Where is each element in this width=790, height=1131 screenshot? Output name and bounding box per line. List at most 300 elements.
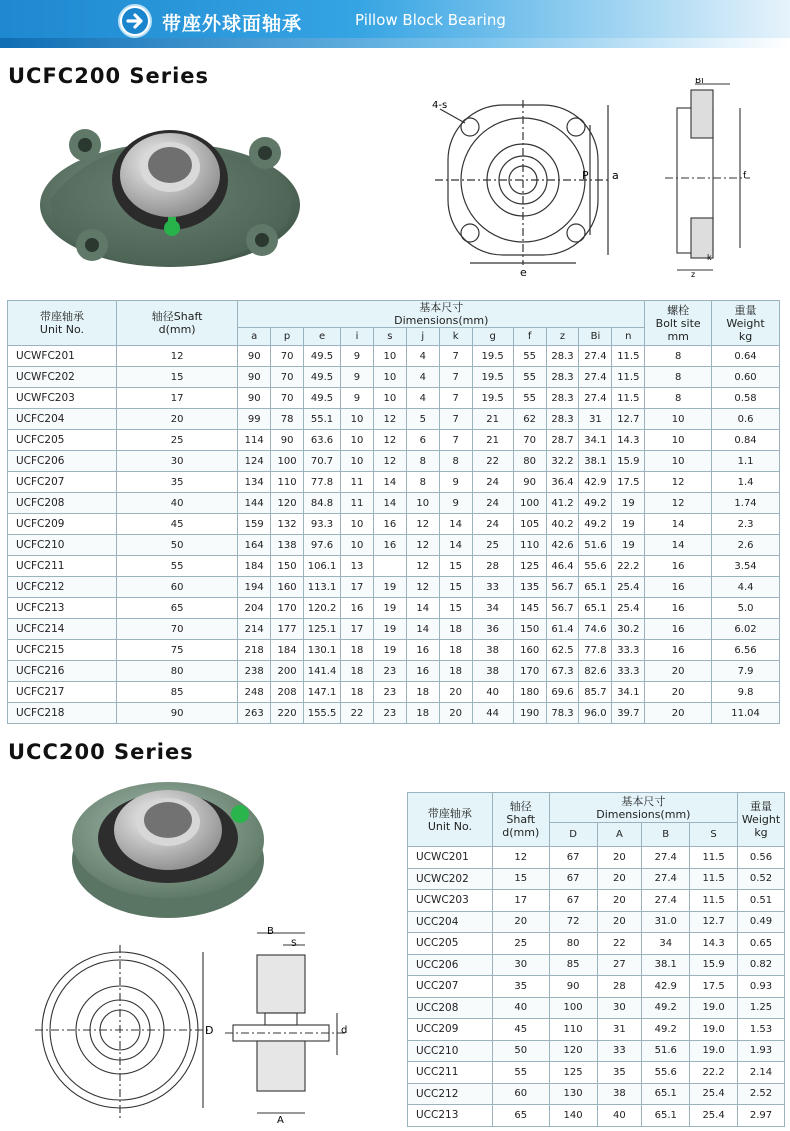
value-cell: 17 <box>341 619 374 640</box>
value-cell: 0.56 <box>738 847 785 869</box>
value-cell: 7 <box>439 409 472 430</box>
unit-no-cell: UCWC201 <box>408 847 493 869</box>
value-cell: 34.1 <box>579 430 612 451</box>
value-cell: 25.4 <box>690 1105 738 1127</box>
unit-no-cell: UCWFC203 <box>8 388 117 409</box>
value-cell: 40 <box>472 682 513 703</box>
value-cell: 14.3 <box>612 430 645 451</box>
value-cell: 60 <box>492 1083 549 1105</box>
value-cell: 38.1 <box>579 451 612 472</box>
value-cell: 27.4 <box>579 367 612 388</box>
value-cell: 28.7 <box>546 430 579 451</box>
value-cell: 190 <box>513 703 546 724</box>
value-cell: 155.5 <box>304 703 341 724</box>
header-dimensions: 基本尺寸 Dimensions(mm) <box>238 301 645 328</box>
value-cell: 80 <box>513 451 546 472</box>
ucfc-label-bi: Bi <box>695 78 704 86</box>
value-cell: 18 <box>341 682 374 703</box>
value-cell: 25 <box>116 430 237 451</box>
value-cell: 24 <box>472 472 513 493</box>
value-cell: 1.93 <box>738 1040 785 1062</box>
value-cell: 16 <box>373 514 406 535</box>
ucfc-series-title: UCFC200 Series <box>8 64 210 88</box>
value-cell: 3.54 <box>712 556 780 577</box>
value-cell: 25.4 <box>690 1083 738 1105</box>
value-cell: 42.9 <box>642 976 690 998</box>
value-cell: 28.3 <box>546 346 579 367</box>
value-cell: 97.6 <box>304 535 341 556</box>
value-cell: 19.0 <box>690 1040 738 1062</box>
value-cell: 9 <box>341 346 374 367</box>
value-cell: 70 <box>271 346 304 367</box>
value-cell: 9.8 <box>712 682 780 703</box>
table-row <box>408 997 785 1019</box>
value-cell: 20 <box>597 911 642 933</box>
value-cell: 12 <box>406 577 439 598</box>
value-cell: 10 <box>341 430 374 451</box>
value-cell: 10 <box>645 409 712 430</box>
ucfc-col-header: i <box>341 328 374 346</box>
value-cell: 18 <box>439 640 472 661</box>
unit-no-cell: UCWFC201 <box>8 346 117 367</box>
value-cell: 62 <box>513 409 546 430</box>
value-cell: 78 <box>271 409 304 430</box>
value-cell: 135 <box>513 577 546 598</box>
value-cell: 9 <box>439 472 472 493</box>
value-cell: 20 <box>597 868 642 890</box>
value-cell: 24 <box>472 514 513 535</box>
value-cell: 19 <box>612 535 645 556</box>
value-cell: 1.25 <box>738 997 785 1019</box>
unit-no-cell: UCC213 <box>408 1105 493 1127</box>
value-cell: 13 <box>341 556 374 577</box>
ucc-series-title: UCC200 Series <box>8 740 194 764</box>
ucfc-col-header: Bi <box>579 328 612 346</box>
value-cell: 33 <box>472 577 513 598</box>
value-cell: 10 <box>406 493 439 514</box>
value-cell: 11.5 <box>690 890 738 912</box>
value-cell: 7 <box>439 388 472 409</box>
unit-no-cell: UCFC213 <box>8 598 117 619</box>
unit-no-cell: UCC206 <box>408 954 493 976</box>
unit-no-cell: UCC207 <box>408 976 493 998</box>
value-cell: 65.1 <box>642 1105 690 1127</box>
value-cell: 11.5 <box>612 367 645 388</box>
value-cell: 44 <box>472 703 513 724</box>
value-cell: 14 <box>373 472 406 493</box>
value-cell: 2.97 <box>738 1105 785 1127</box>
value-cell: 25.4 <box>612 577 645 598</box>
value-cell: 113.1 <box>304 577 341 598</box>
value-cell: 15 <box>439 598 472 619</box>
value-cell: 11.5 <box>612 346 645 367</box>
value-cell: 159 <box>238 514 271 535</box>
value-cell: 14.3 <box>690 933 738 955</box>
value-cell: 2.3 <box>712 514 780 535</box>
value-cell: 38 <box>472 640 513 661</box>
unit-no-cell: UCFC211 <box>8 556 117 577</box>
ucc-header-dimensions: 基本尺寸 Dimensions(mm) <box>549 793 737 823</box>
value-cell: 49.5 <box>304 367 341 388</box>
value-cell: 0.52 <box>738 868 785 890</box>
table-row <box>408 847 785 869</box>
value-cell: 208 <box>271 682 304 703</box>
value-cell: 125 <box>549 1062 597 1084</box>
value-cell: 19.0 <box>690 997 738 1019</box>
value-cell: 19.0 <box>690 1019 738 1041</box>
value-cell: 14 <box>439 535 472 556</box>
ucfc-col-header: a <box>238 328 271 346</box>
value-cell: 238 <box>238 661 271 682</box>
value-cell: 4.4 <box>712 577 780 598</box>
value-cell: 194 <box>238 577 271 598</box>
value-cell: 36.4 <box>546 472 579 493</box>
unit-no-cell: UCFC210 <box>8 535 117 556</box>
value-cell: 17 <box>116 388 237 409</box>
value-cell: 51.6 <box>642 1040 690 1062</box>
ucc-col-header: D <box>549 823 597 847</box>
value-cell: 85 <box>549 954 597 976</box>
value-cell: 17 <box>492 890 549 912</box>
value-cell: 17.5 <box>690 976 738 998</box>
unit-no-cell: UCC208 <box>408 997 493 1019</box>
value-cell: 22 <box>472 451 513 472</box>
table-row <box>8 430 780 451</box>
ucc-label-d-big: D <box>205 1024 214 1037</box>
value-cell: 49.2 <box>642 997 690 1019</box>
value-cell: 214 <box>238 619 271 640</box>
unit-no-cell: UCC210 <box>408 1040 493 1062</box>
value-cell: 0.93 <box>738 976 785 998</box>
ucc-header-weight: 重量 Weight kg <box>738 793 785 847</box>
table-row <box>8 346 780 367</box>
value-cell: 16 <box>645 619 712 640</box>
ucfc-label-p: P <box>582 169 589 182</box>
value-cell: 46.4 <box>546 556 579 577</box>
value-cell: 55.1 <box>304 409 341 430</box>
value-cell: 85.7 <box>579 682 612 703</box>
value-cell: 184 <box>271 640 304 661</box>
ucc-header-unit-no: 带座轴承 Unit No. <box>408 793 493 847</box>
ucfc-col-header: e <box>304 328 341 346</box>
value-cell: 27.4 <box>642 868 690 890</box>
value-cell: 56.7 <box>546 598 579 619</box>
value-cell: 22.2 <box>612 556 645 577</box>
table-row <box>8 661 780 682</box>
value-cell: 0.6 <box>712 409 780 430</box>
ucfc-front-view-drawing <box>430 95 630 284</box>
table-row <box>8 388 780 409</box>
value-cell: 10 <box>645 430 712 451</box>
value-cell: 27.4 <box>579 388 612 409</box>
value-cell: 65.1 <box>642 1083 690 1105</box>
value-cell: 20 <box>492 911 549 933</box>
unit-no-cell: UCC212 <box>408 1083 493 1105</box>
value-cell: 69.6 <box>546 682 579 703</box>
value-cell: 28 <box>472 556 513 577</box>
unit-no-cell: UCFC209 <box>8 514 117 535</box>
value-cell: 96.0 <box>579 703 612 724</box>
table-row <box>8 472 780 493</box>
value-cell: 40 <box>116 493 237 514</box>
ucc-label-a: A <box>277 1115 284 1125</box>
value-cell: 20 <box>116 409 237 430</box>
value-cell: 11.5 <box>612 388 645 409</box>
value-cell: 120.2 <box>304 598 341 619</box>
value-cell: 4 <box>406 388 439 409</box>
banner-title-cn: 带座外球面轴承 <box>162 13 303 35</box>
ucc-header-shaft: 轴径 Shaft d(mm) <box>492 793 549 847</box>
value-cell: 32.2 <box>546 451 579 472</box>
value-cell: 19.5 <box>472 388 513 409</box>
value-cell: 15 <box>439 556 472 577</box>
value-cell: 184 <box>238 556 271 577</box>
unit-no-cell: UCC211 <box>408 1062 493 1084</box>
table-row <box>8 682 780 703</box>
value-cell: 30.2 <box>612 619 645 640</box>
value-cell: 100 <box>549 997 597 1019</box>
value-cell: 38.1 <box>642 954 690 976</box>
value-cell: 14 <box>406 598 439 619</box>
value-cell: 30 <box>492 954 549 976</box>
value-cell: 160 <box>271 577 304 598</box>
value-cell: 56.7 <box>546 577 579 598</box>
value-cell: 12.7 <box>690 911 738 933</box>
value-cell: 11 <box>341 493 374 514</box>
ucfc-label-k: k <box>707 253 712 262</box>
value-cell: 15 <box>439 577 472 598</box>
table-row <box>8 598 780 619</box>
value-cell: 15 <box>116 367 237 388</box>
value-cell: 16 <box>645 598 712 619</box>
ucc-col-header: S <box>690 823 738 847</box>
value-cell: 28 <box>597 976 642 998</box>
value-cell: 180 <box>513 682 546 703</box>
table-row <box>8 703 780 724</box>
value-cell: 33 <box>597 1040 642 1062</box>
value-cell: 49.2 <box>579 514 612 535</box>
value-cell: 9 <box>341 367 374 388</box>
table-row <box>408 1105 785 1127</box>
value-cell: 22 <box>341 703 374 724</box>
unit-no-cell: UCFC215 <box>8 640 117 661</box>
table-row <box>8 577 780 598</box>
value-cell: 49.2 <box>579 493 612 514</box>
value-cell: 28.3 <box>546 388 579 409</box>
value-cell: 220 <box>271 703 304 724</box>
value-cell: 12 <box>406 514 439 535</box>
value-cell: 38 <box>472 661 513 682</box>
value-cell: 75 <box>116 640 237 661</box>
value-cell: 36 <box>472 619 513 640</box>
value-cell: 18 <box>406 682 439 703</box>
value-cell: 8 <box>439 451 472 472</box>
ucc-label-s: S <box>291 939 297 949</box>
value-cell: 125.1 <box>304 619 341 640</box>
value-cell: 7 <box>439 346 472 367</box>
unit-no-cell: UCFC204 <box>8 409 117 430</box>
ucc-label-b: B <box>267 926 274 937</box>
value-cell: 12 <box>406 556 439 577</box>
value-cell: 35 <box>597 1062 642 1084</box>
value-cell: 28.3 <box>546 367 579 388</box>
table-row <box>408 911 785 933</box>
value-cell: 2.52 <box>738 1083 785 1105</box>
value-cell: 125 <box>513 556 546 577</box>
value-cell: 1.4 <box>712 472 780 493</box>
value-cell: 7 <box>439 367 472 388</box>
value-cell: 0.82 <box>738 954 785 976</box>
value-cell: 19 <box>612 493 645 514</box>
value-cell: 65 <box>116 598 237 619</box>
value-cell: 100 <box>271 451 304 472</box>
value-cell: 99 <box>238 409 271 430</box>
value-cell: 70.7 <box>304 451 341 472</box>
value-cell: 114 <box>238 430 271 451</box>
value-cell: 0.51 <box>738 890 785 912</box>
unit-no-cell: UCWC202 <box>408 868 493 890</box>
value-cell: 130 <box>549 1083 597 1105</box>
table-row <box>408 890 785 912</box>
value-cell: 1.74 <box>712 493 780 514</box>
ucc-col-header: A <box>597 823 642 847</box>
value-cell: 28.3 <box>546 409 579 430</box>
table-row <box>408 868 785 890</box>
value-cell: 55 <box>513 388 546 409</box>
value-cell: 177 <box>271 619 304 640</box>
value-cell: 1.1 <box>712 451 780 472</box>
value-cell: 30 <box>597 997 642 1019</box>
value-cell: 1.53 <box>738 1019 785 1041</box>
value-cell: 218 <box>238 640 271 661</box>
value-cell: 18 <box>439 661 472 682</box>
value-cell: 7.9 <box>712 661 780 682</box>
value-cell: 55 <box>513 346 546 367</box>
ucfc-col-header: f <box>513 328 546 346</box>
header-bolt-site: 螺栓 Bolt site mm <box>645 301 712 346</box>
table-row <box>408 1040 785 1062</box>
value-cell: 60 <box>116 577 237 598</box>
value-cell: 160 <box>513 640 546 661</box>
value-cell: 42.6 <box>546 535 579 556</box>
value-cell: 17.5 <box>612 472 645 493</box>
value-cell: 85 <box>116 682 237 703</box>
value-cell: 140 <box>549 1105 597 1127</box>
ucfc-flange-bearing-photo <box>30 105 310 284</box>
value-cell: 16 <box>373 535 406 556</box>
value-cell: 6.56 <box>712 640 780 661</box>
ucfc-col-header: s <box>373 328 406 346</box>
value-cell: 124 <box>238 451 271 472</box>
value-cell: 0.65 <box>738 933 785 955</box>
value-cell: 8 <box>645 388 712 409</box>
value-cell: 18 <box>406 703 439 724</box>
value-cell: 62.5 <box>546 640 579 661</box>
value-cell: 25 <box>472 535 513 556</box>
value-cell: 9 <box>341 388 374 409</box>
value-cell: 164 <box>238 535 271 556</box>
value-cell: 67 <box>549 847 597 869</box>
ucfc-col-header: n <box>612 328 645 346</box>
value-cell: 18 <box>439 619 472 640</box>
value-cell: 24 <box>472 493 513 514</box>
value-cell: 34 <box>642 933 690 955</box>
value-cell: 33.3 <box>612 661 645 682</box>
value-cell: 120 <box>549 1040 597 1062</box>
value-cell: 31 <box>597 1019 642 1041</box>
value-cell: 19.5 <box>472 346 513 367</box>
value-cell: 90 <box>238 388 271 409</box>
unit-no-cell: UCC204 <box>408 911 493 933</box>
ucfc-col-header: g <box>472 328 513 346</box>
ucfc-label-4s: 4-s <box>432 100 448 111</box>
value-cell: 27 <box>597 954 642 976</box>
value-cell: 150 <box>513 619 546 640</box>
value-cell: 40 <box>492 997 549 1019</box>
value-cell: 10 <box>341 535 374 556</box>
value-cell: 70 <box>513 430 546 451</box>
value-cell: 16 <box>406 640 439 661</box>
header-banner <box>0 0 790 48</box>
value-cell: 0.60 <box>712 367 780 388</box>
value-cell: 35 <box>116 472 237 493</box>
value-cell: 65.1 <box>579 577 612 598</box>
table-row <box>408 1062 785 1084</box>
table-row <box>408 954 785 976</box>
value-cell: 263 <box>238 703 271 724</box>
value-cell: 9 <box>439 493 472 514</box>
value-cell: 67.3 <box>546 661 579 682</box>
table-row <box>8 514 780 535</box>
value-cell: 22.2 <box>690 1062 738 1084</box>
ucc-front-view-drawing <box>35 925 215 1129</box>
ucfc-col-header: p <box>271 328 304 346</box>
value-cell: 10 <box>341 451 374 472</box>
value-cell: 15 <box>492 868 549 890</box>
value-cell: 12 <box>373 451 406 472</box>
value-cell: 8 <box>645 367 712 388</box>
unit-no-cell: UCWC203 <box>408 890 493 912</box>
ucfc-col-header: j <box>406 328 439 346</box>
value-cell: 63.6 <box>304 430 341 451</box>
value-cell: 90 <box>549 976 597 998</box>
unit-no-cell: UCFC214 <box>8 619 117 640</box>
value-cell: 74.6 <box>579 619 612 640</box>
value-cell: 12.7 <box>612 409 645 430</box>
table-row <box>8 493 780 514</box>
value-cell <box>373 556 406 577</box>
value-cell: 84.8 <box>304 493 341 514</box>
value-cell: 120 <box>271 493 304 514</box>
value-cell: 50 <box>116 535 237 556</box>
value-cell: 27.4 <box>642 890 690 912</box>
table-row <box>8 640 780 661</box>
value-cell: 11.5 <box>690 847 738 869</box>
value-cell: 5.0 <box>712 598 780 619</box>
value-cell: 55.6 <box>642 1062 690 1084</box>
value-cell: 15.9 <box>612 451 645 472</box>
value-cell: 67 <box>549 890 597 912</box>
value-cell: 93.3 <box>304 514 341 535</box>
value-cell: 12 <box>373 409 406 430</box>
value-cell: 100 <box>513 493 546 514</box>
value-cell: 8 <box>406 472 439 493</box>
value-cell: 45 <box>492 1019 549 1041</box>
value-cell: 25 <box>492 933 549 955</box>
table-row <box>8 409 780 430</box>
unit-no-cell: UCFC206 <box>8 451 117 472</box>
value-cell: 20 <box>645 703 712 724</box>
